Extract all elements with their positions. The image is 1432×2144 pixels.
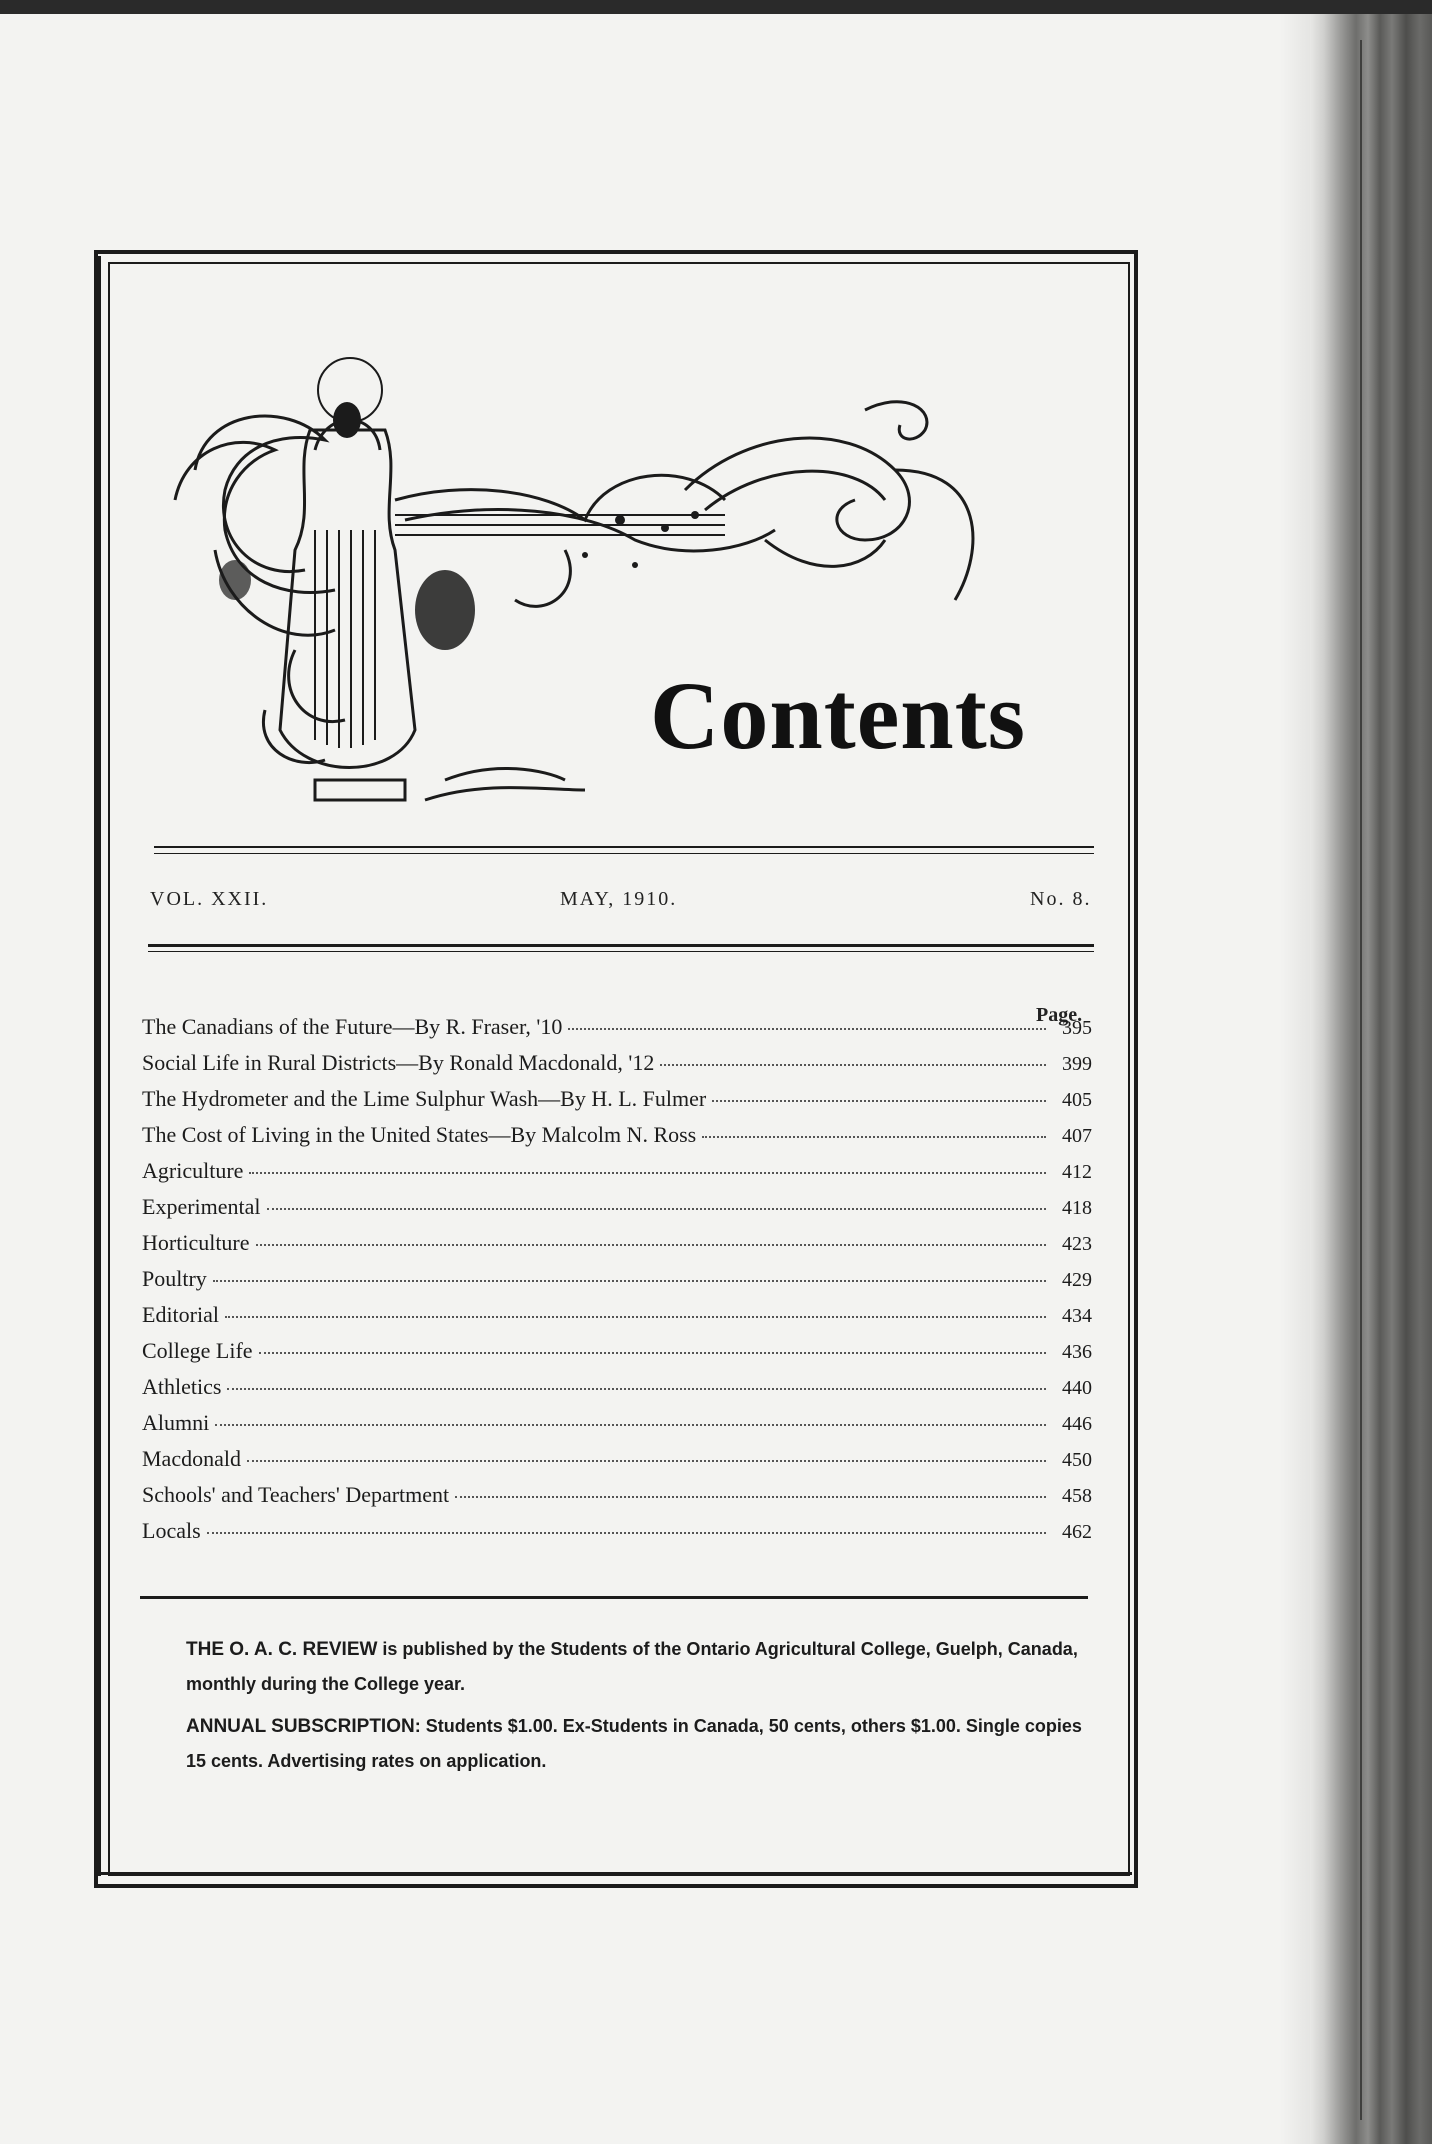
toc-entry[interactable] [142, 1084, 1092, 1118]
subscription-notice [140, 1709, 1100, 1778]
toc-entry-page: 405 [1062, 1089, 1092, 1111]
toc-entry[interactable] [142, 1408, 1092, 1442]
toc-entry[interactable] [142, 1516, 1092, 1550]
toc-entry[interactable] [142, 1156, 1092, 1190]
top-rule-2 [154, 853, 1094, 854]
mid-rule-1 [148, 944, 1094, 947]
toc-entry-title: Editorial [142, 1302, 219, 1327]
toc-entry-title: Macdonald [142, 1446, 241, 1471]
toc-leader-dots [215, 1404, 1046, 1426]
toc-leader-dots [247, 1440, 1046, 1462]
toc-entry-title: The Cost of Living in the United States—By Malcolm N. Ross [142, 1122, 697, 1147]
toc-leader-dots [249, 1152, 1046, 1174]
toc-page-column-label: Page. [1036, 1004, 1083, 1026]
book-spine [1310, 14, 1432, 2144]
subscription-notice-text: : Students $1.00. Ex-Students in Canada, 50 cents, others $1.00. Single copies 15 cents. Advertising rates on application. [186, 1716, 1082, 1771]
toc-leader-dots [568, 1008, 1046, 1030]
toc-leader-dots [207, 1512, 1046, 1534]
toc-entry-page: 450 [1062, 1449, 1092, 1471]
toc-entry-page: 412 [1062, 1161, 1092, 1183]
toc-leader-dots [256, 1224, 1046, 1246]
toc-leader-dots [225, 1296, 1046, 1318]
toc-leader-dots [259, 1332, 1046, 1354]
issue-number: No. 8. [1030, 888, 1092, 910]
top-edge [0, 0, 1432, 14]
mid-rule-2 [148, 951, 1094, 952]
toc-entry-title: Experimental [142, 1194, 261, 1219]
spine-line [1360, 40, 1362, 2120]
top-rule-1 [154, 846, 1094, 848]
toc-entry[interactable] [142, 1228, 1092, 1262]
toc-entry-page: 436 [1062, 1341, 1092, 1363]
toc-entry-page: 407 [1062, 1125, 1092, 1147]
toc-entry[interactable] [142, 1264, 1092, 1298]
toc-entry-title: Athletics [142, 1374, 222, 1399]
frame-left-line [98, 256, 101, 1876]
toc-entry-title: Schools' and Teachers' Department [142, 1482, 450, 1507]
toc-leader-dots [267, 1188, 1046, 1210]
subscription-notice-lead: ANNUAL SUBSCRIPTION [186, 1716, 415, 1737]
toc-entry-title: The Canadians of the Future—By R. Fraser, '10 [142, 1014, 563, 1039]
toc-entry[interactable] [142, 1372, 1092, 1406]
toc-leader-dots [227, 1368, 1046, 1390]
review-notice-lead: THE O. A. C. REVIEW [186, 1639, 378, 1660]
toc-leader-dots [455, 1476, 1046, 1498]
issue-date: MAY, 1910. [560, 888, 678, 910]
toc-entry-title: Alumni [142, 1410, 210, 1435]
toc-entry-page: 458 [1062, 1485, 1092, 1507]
toc-entry-title: Agriculture [142, 1158, 244, 1183]
toc-entry-title: College Life [142, 1338, 253, 1363]
toc-entry-page: 446 [1062, 1413, 1092, 1435]
toc-entry-page: 429 [1062, 1269, 1092, 1291]
toc-entry-title: Horticulture [142, 1230, 250, 1255]
toc-entry-title: Poultry [142, 1266, 207, 1291]
toc-entry[interactable] [142, 1480, 1092, 1514]
toc-entry[interactable] [142, 1012, 1092, 1046]
bottom-rule [140, 1596, 1088, 1599]
toc-entry[interactable] [142, 1300, 1092, 1334]
toc-leader-dots [702, 1116, 1046, 1138]
toc-leader-dots [712, 1080, 1046, 1102]
toc-leader-dots [660, 1044, 1046, 1066]
toc-entry-page: 434 [1062, 1305, 1092, 1327]
toc-entry-page: 399 [1062, 1053, 1092, 1075]
toc-entry-title: Social Life in Rural Districts—By Ronald Macdonald, '12 [142, 1050, 655, 1075]
toc-entry-title: Locals [142, 1518, 201, 1543]
page-gutter-shadow [1280, 14, 1310, 2144]
review-notice [140, 1632, 1100, 1701]
toc-entry[interactable] [142, 1336, 1092, 1370]
toc-entry[interactable] [142, 1048, 1092, 1082]
toc-entry[interactable] [142, 1192, 1092, 1226]
review-notice-text: is published by the Students of the Ontario Agricultural College, Guelph, Canada, monthly during the College year. [186, 1639, 1078, 1694]
toc-entry-title: The Hydrometer and the Lime Sulphur Wash—By H. L. Fulmer [142, 1086, 707, 1111]
toc-leader-dots [213, 1260, 1046, 1282]
toc-entry-page: 462 [1062, 1521, 1092, 1543]
toc-entry[interactable] [142, 1120, 1092, 1154]
toc-entry-page: 395 [1062, 1017, 1092, 1039]
page-title: Contents [650, 662, 1027, 769]
publication-notice [140, 1632, 1100, 1778]
frame-bottom-line [98, 1872, 1132, 1875]
toc-entry-page: 423 [1062, 1233, 1092, 1255]
toc-entry[interactable] [142, 1444, 1092, 1478]
volume-label: VOL. XXII. [150, 888, 269, 910]
toc-entry-page: 440 [1062, 1377, 1092, 1399]
toc-entry-page: 418 [1062, 1197, 1092, 1219]
